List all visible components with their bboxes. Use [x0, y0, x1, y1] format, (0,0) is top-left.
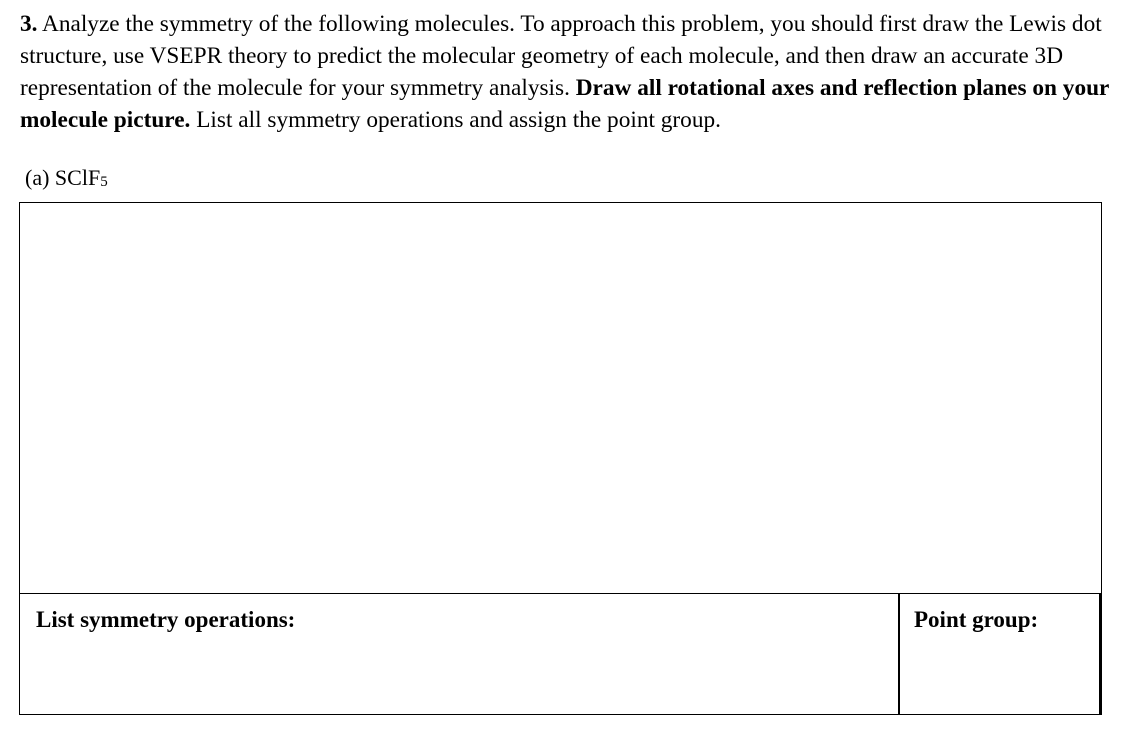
symmetry-operations-label: List symmetry operations: — [36, 607, 296, 632]
question-closing: List all symmetry operations and assign the point group. — [190, 107, 721, 133]
question-text — [20, 8, 1132, 136]
point-group-box[interactable] — [898, 593, 1102, 715]
part-a-formula: (a) SClF — [25, 165, 101, 190]
point-group-label: Point group: — [914, 607, 1039, 632]
part-a-label — [25, 163, 108, 196]
question-number: 3. — [20, 11, 38, 37]
drawing-answer-box[interactable] — [19, 202, 1102, 594]
part-a-subscript: 5 — [100, 174, 108, 190]
question-intro: Analyze the symmetry of the following molecules. To approach this problem, you should first draw the Lewis dot structure, use VSEPR theory to predict the molecular geometry of each molecule, and then draw an accurate 3D representation of the molecule for your symmetry analysis. — [20, 11, 1102, 101]
symmetry-operations-box[interactable] — [19, 593, 900, 715]
bold-instruction: Draw all rotational axes and reflection planes on your molecule picture. — [20, 75, 1109, 133]
